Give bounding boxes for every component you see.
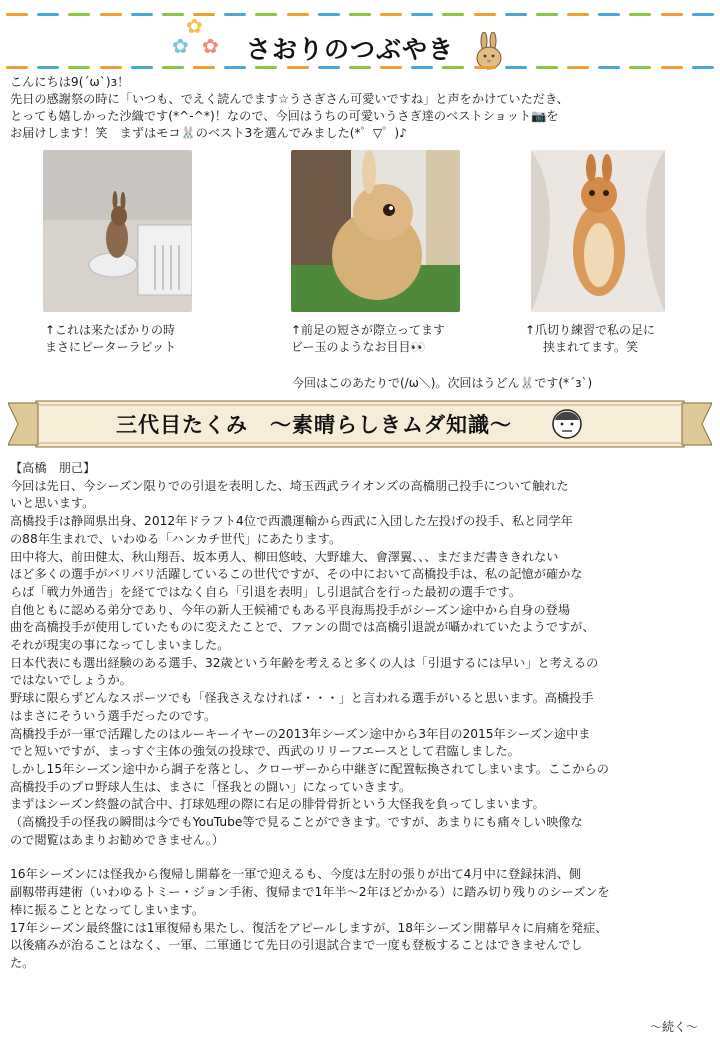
article-line: しかし15年シーズン途中から調子を落とし、クローザーから中継ぎに配置転換されてしまいます。ここからの (10, 761, 609, 776)
article-line: 高橋投手は静岡県出身、2012年ドラフト4位で西濃運輸から西武に入団した左投げの投手、私と同学年 (10, 514, 573, 529)
article-line: はまさにそういう選手だったのです。 (10, 708, 217, 723)
column-header (0, 14, 720, 68)
bunny-photo-2 (291, 150, 460, 312)
border-dash (131, 66, 153, 69)
border-dash (505, 66, 527, 69)
article-line: 棒に振ることとなってしまいます。 (10, 902, 205, 917)
caption-line: ビー玉のようなお目目👀 (291, 340, 426, 354)
border-dash (598, 66, 620, 69)
article-line: 副靱帯再建術（いわゆるトミー・ジョン手術、復帰まで1年半～2年ほどかかる）に踏み切り残りのシーズンを (10, 885, 610, 900)
intro-line: こんにちは9(´ω`)з！ (10, 75, 130, 89)
article-line: 高橋投手が一軍で活躍したのはルーキーイヤーの2013年シーズン途中から3年目の2015年シーズン途中ま (10, 726, 591, 741)
photo-caption-1 (45, 322, 176, 356)
bunny-photo-1 (43, 150, 192, 312)
border-dash (224, 66, 246, 69)
article-line: 高橋投手のプロ野球人生は、まさに「怪我との闘い」になっていきます。 (10, 779, 412, 794)
border-dash (255, 66, 277, 69)
border-dash (442, 66, 464, 69)
caption-line: ↑前足の短さが際立ってます (291, 323, 446, 337)
closing-text: 今回はこのあたりで(/ω＼)。次回はうどん🐰です(*´з`) (292, 376, 593, 390)
article-body (10, 460, 710, 973)
border-dash (380, 66, 402, 69)
border-dash (692, 66, 714, 69)
border-dash (349, 66, 371, 69)
intro-line: とっても嬉しかった沙織です(*^-^*)！なので、今回はうちの可愛いうさぎ達のベストショット📷を (10, 109, 559, 123)
face-icon (550, 406, 584, 440)
article-line: 自他ともに認める弟分であり、今年の新人王候補でもある平良海馬投手がシーズン途中から自身の登場 (10, 602, 571, 617)
article-line: 17年シーズン最終盤には1軍復帰も果たし、復活をアピールしますが、18年シーズン開幕早々に肩痛を発症、 (10, 920, 608, 935)
article-line: いと思います。 (10, 496, 95, 511)
border-dash (68, 66, 90, 69)
border-dash (193, 66, 215, 69)
photo-caption-3 (525, 322, 655, 356)
caption-line: 挟まれてます。笑 (543, 340, 639, 354)
border-dash (567, 66, 589, 69)
article-line: （高橋投手の怪我の瞬間は今でもYouTube等で見ることができます。ですが、あまりにも痛々しい映像な (10, 815, 583, 830)
header-dashed-border (6, 66, 714, 69)
border-dash (37, 66, 59, 69)
article-line: ので閲覧はあまりお勧めできません。） (10, 832, 225, 847)
intro-line: 先日の感謝祭の時に「いつも、でえく読んでます☆うさぎさん可愛いですね」と声をかけていただき、 (10, 92, 569, 106)
article-line: 今回は先日、今シーズン限りでの引退を表明した、埼玉西武ライオンズの高橋朋己投手について触れた (10, 478, 569, 493)
flower-icon: ✿ (202, 34, 219, 58)
flower-icon: ✿ (172, 34, 189, 58)
border-dash (474, 66, 496, 69)
article-heading: 【高橋 朋己】 (10, 461, 96, 475)
border-dash (629, 66, 651, 69)
column-title: さおりのつぶやき (246, 35, 455, 64)
article-line: 以後痛みが治ることはなく、一軍、二軍通じて先日の引退試合まで一度も登板することはできませんでし (10, 938, 583, 953)
caption-line: ↑爪切り練習で私の足に (525, 323, 656, 337)
article-line: の88年生まれで、いわゆる「ハンカチ世代」にあたります。 (10, 531, 342, 546)
article-line: た。 (10, 955, 35, 970)
article-line: 日本代表にも選出経験のある選手、32歳という年齢を考えると多くの人は「引退するには早い」と考えるの (10, 655, 599, 670)
article-line: 野球に限らずどんなスポーツでも「怪我さえなければ・・・」と言われる選手がいると思います。高橋投手 (10, 691, 594, 706)
border-dash (536, 66, 558, 69)
article-line: らば「戦力外通告」を経てではなく自ら「引退を表明」し引退試合を行った最初の選手です。 (10, 584, 521, 599)
intro-line: お届けします！笑 まずはモコ🐰のベスト3を選んでみました(*゜▽゜)♪ (10, 126, 407, 140)
border-dash (318, 66, 340, 69)
border-dash (100, 66, 122, 69)
border-dash (6, 66, 28, 69)
article-line: ほど多くの選手がバリバリ活躍しているこの世代ですが、その中において高橋投手は、私の記憶が確かな (10, 567, 583, 582)
border-dash (411, 66, 433, 69)
article-line: それが現実の事になってしまいました。 (10, 638, 230, 653)
flower-icon: ✿ (186, 14, 203, 38)
border-dash (661, 66, 683, 69)
intro-text (10, 74, 710, 142)
continued-marker: ～続く～ (649, 1020, 698, 1034)
article-line: 曲を高橋投手が使用していたものに変えたことで、ファンの間では高橋引退説が囁かれていたようですが、 (10, 620, 595, 635)
article-line: 田中将大、前田健太、秋山翔吾、坂本勇人、柳田悠岐、大野雄大、會澤翼、、、まだまだ書ききれない (10, 549, 559, 564)
section-title: 三代目たくみ ～素晴らしきムダ知識～ (116, 413, 512, 437)
article-line: ではないでしょうか。 (10, 673, 132, 688)
paragraph-gap (10, 849, 710, 866)
border-dash (162, 66, 184, 69)
bunny-photo-3 (531, 150, 665, 312)
border-dash (287, 66, 309, 69)
article-line: 16年シーズンには怪我から復帰し開幕を一軍で迎えるも、今度は左肘の張りが出て4月中に登録抹消、側 (10, 867, 582, 882)
section-banner (8, 399, 712, 449)
article-line: でと短いですが、まっすぐ主体の強気の投球で、西武のリリーフエースとして君臨しました。 (10, 744, 520, 759)
caption-line: ↑これは来たばかりの時 (45, 323, 176, 337)
article-line: まずはシーズン終盤の試合中、打球処理の際に右足の腓骨骨折という大怪我を負ってしまいます。 (10, 797, 545, 812)
caption-line: まさにピーターラビット (45, 340, 177, 354)
photo-caption-2 (291, 322, 445, 356)
